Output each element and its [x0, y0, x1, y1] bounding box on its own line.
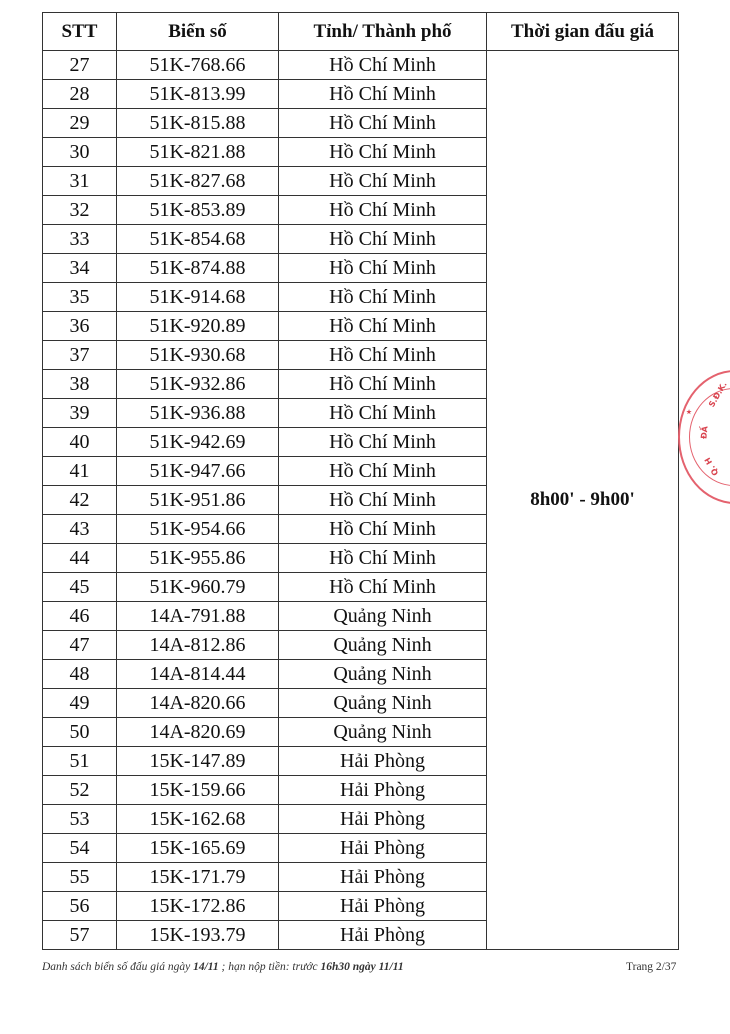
stt-cell: 33	[43, 225, 117, 254]
table-header-row	[43, 13, 679, 51]
plate-cell: 14A-791.88	[117, 602, 279, 631]
city-cell: Hồ Chí Minh	[279, 544, 487, 573]
city-cell: Hồ Chí Minh	[279, 399, 487, 428]
stt-cell: 38	[43, 370, 117, 399]
stt-cell: 27	[43, 51, 117, 80]
footer-date: 14/11	[193, 961, 219, 973]
seal-text-1: S.Đ.K.	[707, 380, 729, 409]
seal-text-3: Q. H	[702, 455, 721, 478]
plate-cell: 51K-920.89	[117, 312, 279, 341]
stt-cell: 37	[43, 341, 117, 370]
seal-text-2: ĐẤ	[699, 425, 710, 440]
city-cell: Hồ Chí Minh	[279, 254, 487, 283]
time-slot-cell: 8h00' - 9h00'	[487, 51, 679, 950]
city-cell: Hồ Chí Minh	[279, 167, 487, 196]
plate-cell: 51K-815.88	[117, 109, 279, 138]
city-cell: Hồ Chí Minh	[279, 225, 487, 254]
plate-cell: 14A-812.86	[117, 631, 279, 660]
city-cell: Hồ Chí Minh	[279, 312, 487, 341]
header-stt: STT	[43, 13, 117, 51]
city-cell: Hải Phòng	[279, 776, 487, 805]
city-cell: Hồ Chí Minh	[279, 457, 487, 486]
footer-deadline: 16h30 ngày 11/11	[320, 961, 404, 973]
header-city: Tỉnh/ Thành phố	[279, 13, 487, 51]
stt-cell: 41	[43, 457, 117, 486]
city-cell: Hồ Chí Minh	[279, 515, 487, 544]
plate-cell: 51K-930.68	[117, 341, 279, 370]
official-seal	[678, 370, 730, 504]
plate-cell: 14A-820.66	[117, 689, 279, 718]
city-cell: Quảng Ninh	[279, 631, 487, 660]
city-cell: Hồ Chí Minh	[279, 370, 487, 399]
stt-cell: 45	[43, 573, 117, 602]
plate-cell: 51K-827.68	[117, 167, 279, 196]
city-cell: Hải Phòng	[279, 892, 487, 921]
plate-cell: 51K-955.86	[117, 544, 279, 573]
plate-cell: 51K-942.69	[117, 428, 279, 457]
stt-cell: 36	[43, 312, 117, 341]
plate-cell: 51K-936.88	[117, 399, 279, 428]
city-cell: Hải Phòng	[279, 747, 487, 776]
stt-cell: 30	[43, 138, 117, 167]
plate-cell: 15K-193.79	[117, 921, 279, 950]
city-cell: Hồ Chí Minh	[279, 573, 487, 602]
plate-cell: 51K-768.66	[117, 51, 279, 80]
city-cell: Quảng Ninh	[279, 718, 487, 747]
stt-cell: 32	[43, 196, 117, 225]
plate-cell: 15K-171.79	[117, 863, 279, 892]
city-cell: Hải Phòng	[279, 863, 487, 892]
stt-cell: 39	[43, 399, 117, 428]
plate-cell: 51K-853.89	[117, 196, 279, 225]
stt-cell: 54	[43, 834, 117, 863]
plate-cell: 15K-159.66	[117, 776, 279, 805]
stt-cell: 53	[43, 805, 117, 834]
stt-cell: 46	[43, 602, 117, 631]
stt-cell: 31	[43, 167, 117, 196]
plate-cell: 51K-951.86	[117, 486, 279, 515]
stt-cell: 55	[43, 863, 117, 892]
stt-cell: 28	[43, 80, 117, 109]
stt-cell: 44	[43, 544, 117, 573]
city-cell: Hải Phòng	[279, 805, 487, 834]
stt-cell: 43	[43, 515, 117, 544]
footer-note	[42, 961, 692, 973]
plate-cell: 51K-960.79	[117, 573, 279, 602]
plate-cell: 14A-814.44	[117, 660, 279, 689]
city-cell: Hồ Chí Minh	[279, 283, 487, 312]
plate-cell: 51K-954.66	[117, 515, 279, 544]
city-cell: Hải Phòng	[279, 921, 487, 950]
plate-cell: 51K-874.88	[117, 254, 279, 283]
city-cell: Hồ Chí Minh	[279, 80, 487, 109]
city-cell: Quảng Ninh	[279, 602, 487, 631]
stt-cell: 52	[43, 776, 117, 805]
table-row	[43, 51, 679, 80]
city-cell: Hồ Chí Minh	[279, 341, 487, 370]
auction-table	[42, 12, 679, 950]
stt-cell: 56	[43, 892, 117, 921]
stt-cell: 48	[43, 660, 117, 689]
footer-text-1: Danh sách biển số đấu giá ngày	[42, 961, 194, 973]
plate-cell: 15K-162.68	[117, 805, 279, 834]
stt-cell: 29	[43, 109, 117, 138]
seal-star-icon: ★	[684, 407, 694, 417]
plate-cell: 51K-932.86	[117, 370, 279, 399]
city-cell: Hồ Chí Minh	[279, 428, 487, 457]
plate-cell: 15K-165.69	[117, 834, 279, 863]
stt-cell: 47	[43, 631, 117, 660]
stt-cell: 34	[43, 254, 117, 283]
city-cell: Hồ Chí Minh	[279, 486, 487, 515]
plate-cell: 51K-813.99	[117, 80, 279, 109]
stt-cell: 51	[43, 747, 117, 776]
plate-cell: 15K-147.89	[117, 747, 279, 776]
stt-cell: 50	[43, 718, 117, 747]
plate-cell: 51K-821.88	[117, 138, 279, 167]
plate-cell: 51K-947.66	[117, 457, 279, 486]
stt-cell: 35	[43, 283, 117, 312]
stt-cell: 57	[43, 921, 117, 950]
footer-text-2: ; hạn nộp tiền: trước	[218, 961, 321, 973]
city-cell: Quảng Ninh	[279, 689, 487, 718]
city-cell: Hồ Chí Minh	[279, 138, 487, 167]
city-cell: Hồ Chí Minh	[279, 196, 487, 225]
header-time: Thời gian đấu giá	[487, 13, 679, 51]
stt-cell: 42	[43, 486, 117, 515]
stt-cell: 49	[43, 689, 117, 718]
plate-cell: 14A-820.69	[117, 718, 279, 747]
plate-cell: 51K-854.68	[117, 225, 279, 254]
page-number: Trang 2/37	[626, 961, 677, 973]
header-plate: Biển số	[117, 13, 279, 51]
city-cell: Hồ Chí Minh	[279, 109, 487, 138]
table-body	[43, 51, 679, 950]
stt-cell: 40	[43, 428, 117, 457]
plate-cell: 51K-914.68	[117, 283, 279, 312]
city-cell: Hải Phòng	[279, 834, 487, 863]
city-cell: Quảng Ninh	[279, 660, 487, 689]
plate-cell: 15K-172.86	[117, 892, 279, 921]
city-cell: Hồ Chí Minh	[279, 51, 487, 80]
